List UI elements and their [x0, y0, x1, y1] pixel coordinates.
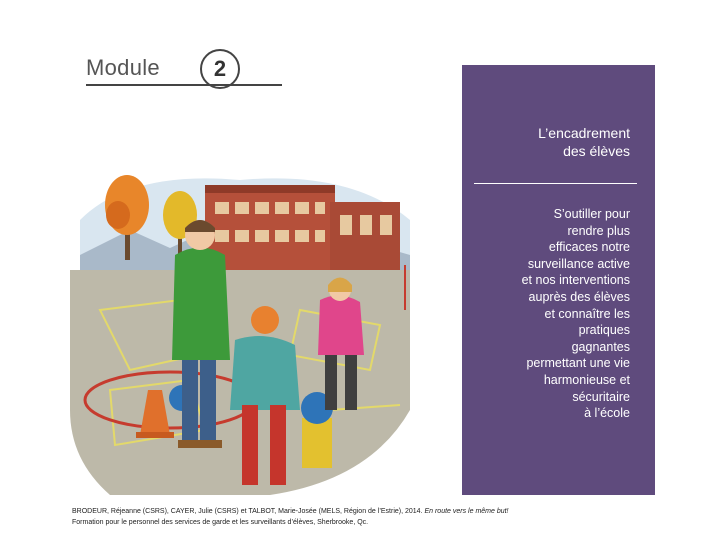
citation-title: En route vers le même but! — [424, 508, 509, 515]
panel-body-line: et nos interventions — [521, 273, 630, 288]
info-panel — [462, 65, 655, 495]
panel-body-line: permettant une vie — [526, 356, 630, 371]
panel-body-line: S’outiller pour — [553, 207, 630, 221]
module-number-badge: 2 — [200, 49, 240, 89]
panel-body-line: à l’école — [584, 406, 630, 421]
panel-body — [490, 206, 630, 422]
module-label: Module — [86, 55, 160, 80]
panel-body-line: harmonieuse et — [543, 372, 630, 387]
panel-title — [470, 124, 630, 160]
panel-body-line: surveillance active — [527, 256, 630, 271]
module-underline — [86, 84, 282, 86]
citation-line2: Formation pour le personnel des services de garde et les surveillants d’élèves, Sherbrooke, Qc. — [72, 518, 369, 526]
panel-body-line: et connaître les — [544, 306, 630, 321]
panel-body-line: gagnantes — [571, 339, 630, 354]
schoolyard-illustration — [70, 160, 412, 500]
citation-authors: BRODEUR, Réjeanne (CSRS), CAYER, Julie (CSRS) et TALBOT, Marie-Josée (MELS, Région de l’Estrie), 2014. — [72, 508, 423, 515]
panel-body-line: auprès des élèves — [528, 289, 630, 304]
panel-body-line: pratiques — [578, 323, 630, 338]
panel-body-line: rendre plus — [567, 223, 630, 238]
panel-body-line: sécuritaire — [572, 389, 630, 404]
citation — [72, 507, 632, 528]
panel-title-line: des élèves — [563, 143, 630, 159]
panel-divider — [474, 183, 637, 184]
panel-body-line: efficaces notre — [548, 240, 630, 255]
panel-title-line: L’encadrement — [538, 125, 630, 141]
